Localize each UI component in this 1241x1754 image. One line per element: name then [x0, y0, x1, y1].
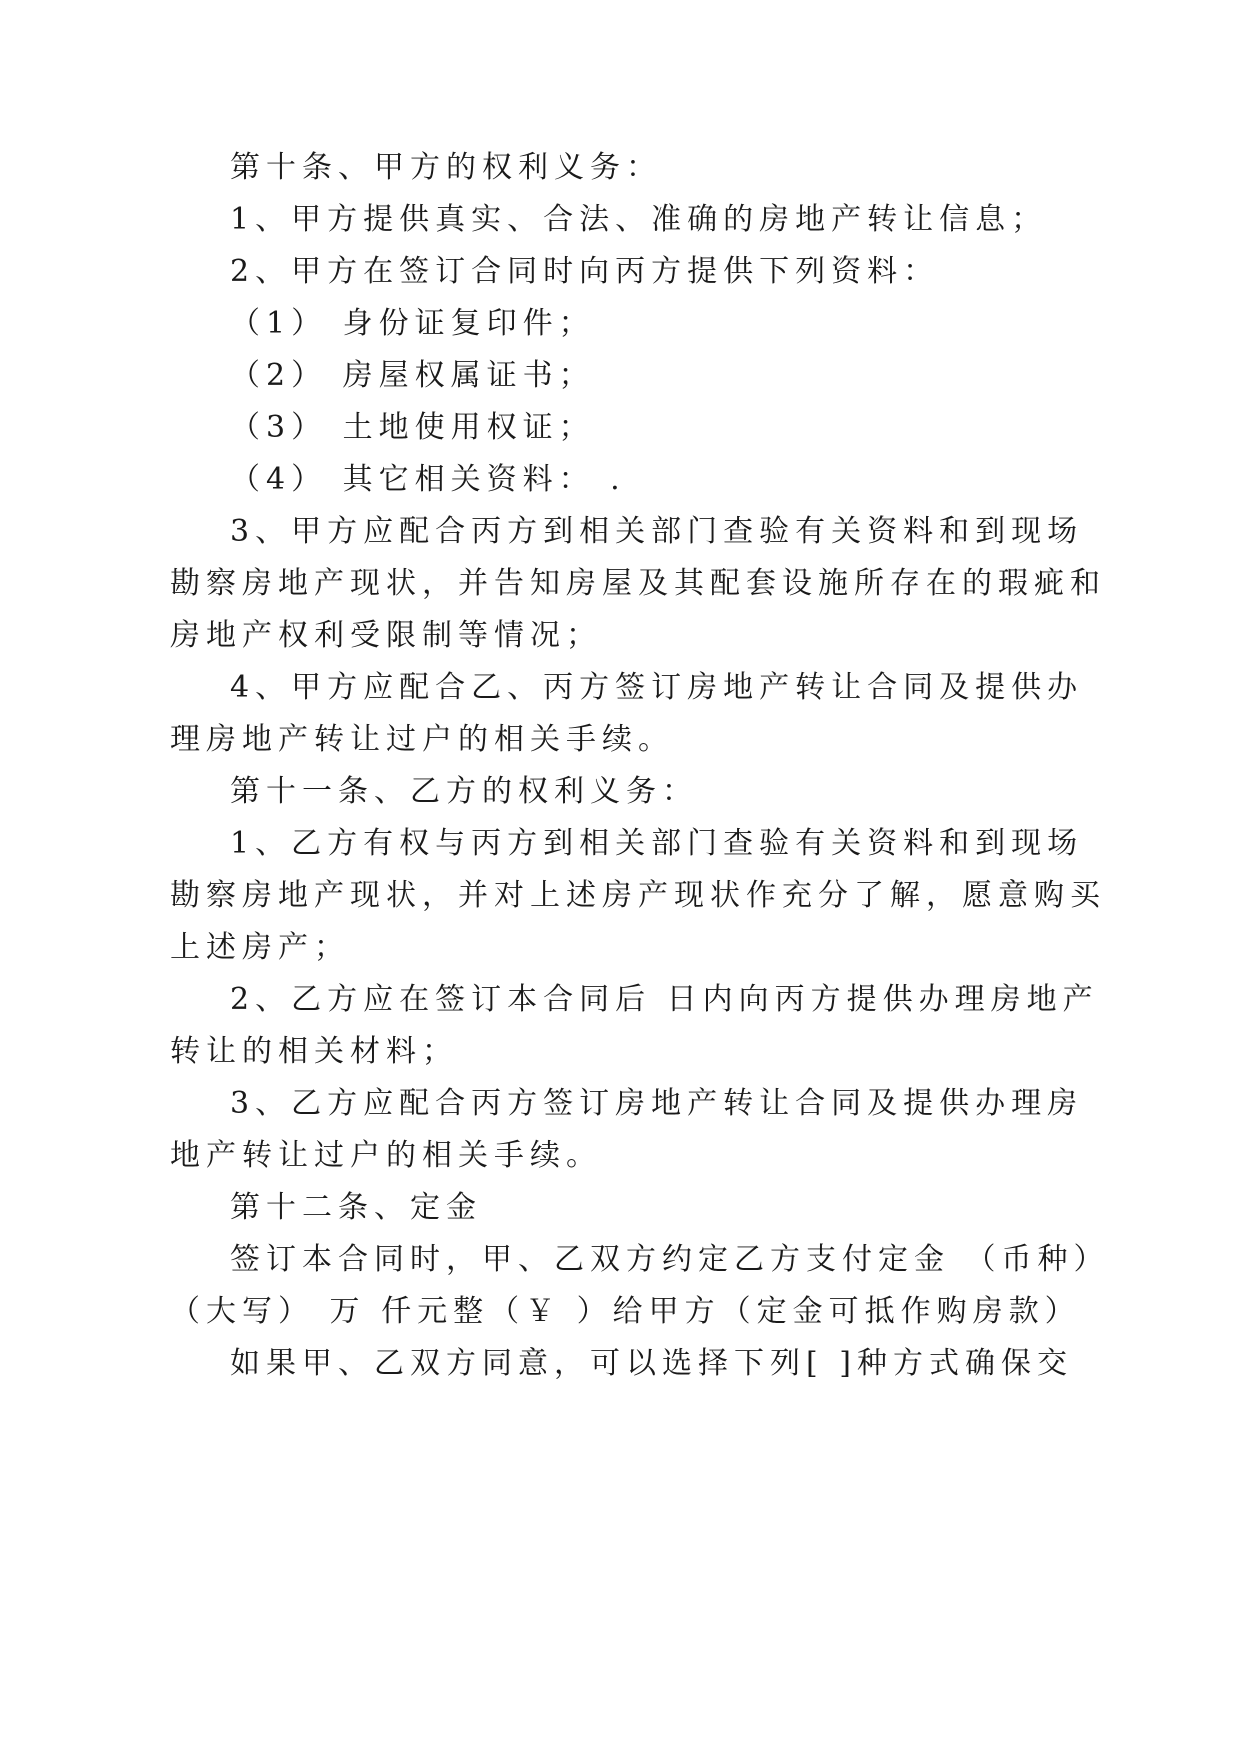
article-10-item-3-line-2: 勘察房地产现状，并告知房屋及其配套设施所存在的瑕疵和 — [170, 566, 1106, 601]
article-11-item-2-line-2: 转让的相关材料； — [170, 1034, 458, 1069]
article-11-item-1-line-3: 上述房产； — [170, 930, 350, 965]
article-10-item-2: 2、甲方在签订合同时向丙方提供下列资料： — [230, 254, 940, 289]
article-10-item-3-line-3: 房地产权利受限制等情况； — [170, 618, 602, 653]
article-11-item-2-line-1: 2、乙方应在签订本合同后 日内向丙方提供办理房地产 — [230, 982, 1099, 1017]
article-11-item-3-line-1: 3、乙方应配合丙方签订房地产转让合同及提供办理房 — [230, 1086, 1084, 1121]
article-11-item-1-line-2: 勘察房地产现状，并对上述房产现状作充分了解，愿意购买 — [170, 878, 1106, 913]
material-list-item-1: （1） 身份证复印件； — [230, 306, 595, 341]
material-list-item-2: （2） 房屋权属证书； — [230, 358, 595, 393]
article-10-heading: 第十条、甲方的权利义务： — [230, 150, 662, 185]
article-12-heading: 第十二条、定金 — [230, 1190, 482, 1225]
article-10-item-1: 1、甲方提供真实、合法、准确的房地产转让信息； — [230, 202, 1048, 237]
article-10-item-4-line-1: 4、甲方应配合乙、丙方签订房地产转让合同及提供办 — [230, 670, 1084, 705]
article-10-item-4-line-2: 理房地产转让过户的相关手续。 — [170, 722, 674, 757]
article-12-text-line-1: 签订本合同时，甲、乙双方约定乙方支付定金 （币种） — [230, 1242, 1110, 1277]
article-11-item-1-line-1: 1、乙方有权与丙方到相关部门查验有关资料和到现场 — [230, 826, 1084, 861]
article-12-text-line-3: 如果甲、乙双方同意，可以选择下列[ ]种方式确保交 — [230, 1346, 1073, 1381]
material-list-item-4: （4） 其它相关资料： . — [230, 462, 626, 497]
article-11-item-3-line-2: 地产转让过户的相关手续。 — [170, 1138, 602, 1173]
article-11-heading: 第十一条、乙方的权利义务： — [230, 774, 698, 809]
article-12-text-line-2: （大写） 万 仟元整（￥ ）给甲方（定金可抵作购房款） — [170, 1294, 1081, 1329]
material-list-item-3: （3） 土地使用权证； — [230, 410, 595, 445]
article-10-item-3-line-1: 3、甲方应配合丙方到相关部门查验有关资料和到现场 — [230, 514, 1084, 549]
